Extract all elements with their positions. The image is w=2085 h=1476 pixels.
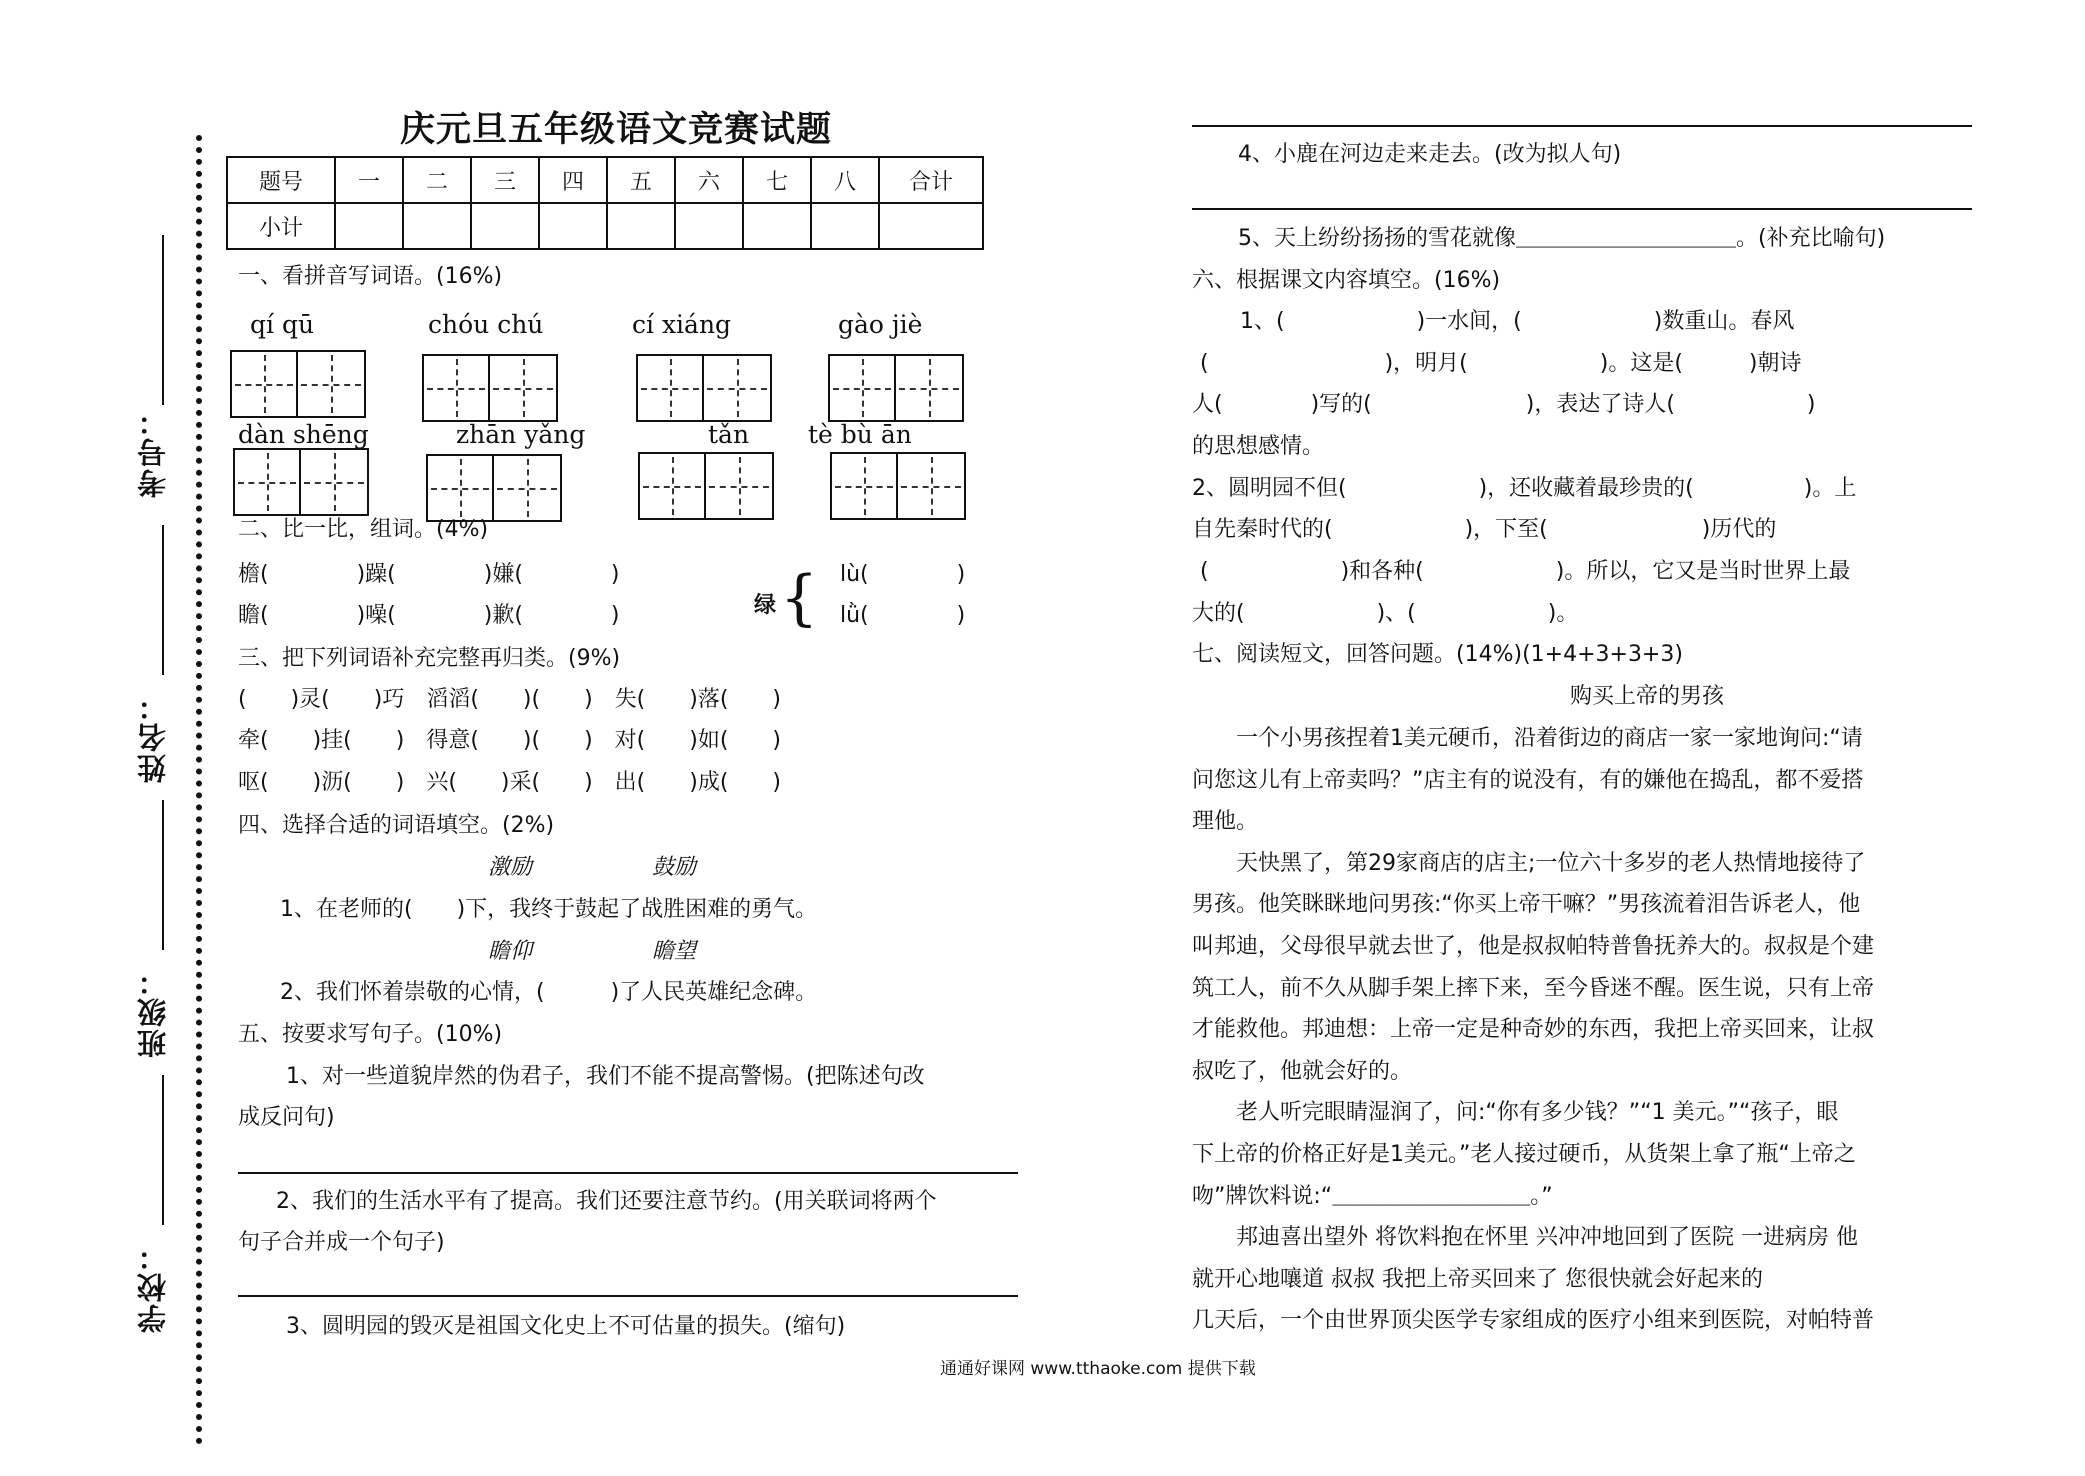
- brace-glyph: {: [780, 563, 819, 633]
- header-cell: 八: [811, 157, 879, 203]
- story-line: 吻”牌饮料说:“＿＿＿＿＿＿＿＿＿。”: [1192, 1184, 1553, 1209]
- fill-sentence: 2、我们怀着崇敬的心情，( )了人民英雄纪念碑。: [280, 980, 818, 1005]
- score-cell[interactable]: [743, 203, 811, 249]
- header-cell: 五: [607, 157, 675, 203]
- lv-row: lù( ): [840, 562, 966, 587]
- header-cell: 七: [743, 157, 811, 203]
- fill-line: 大的( )、( )。: [1192, 601, 1579, 626]
- rewrite-instruction: 句子合并成一个句子): [238, 1230, 445, 1255]
- pinyin-label: zhān yǎng: [456, 420, 586, 449]
- word-option: 鼓励: [652, 855, 697, 880]
- word-option: 瞻望: [652, 939, 697, 964]
- score-table: [226, 156, 984, 250]
- section1-heading: 一、看拼音写词语。(16%): [238, 264, 503, 289]
- name-label: 姓名：: [136, 690, 170, 783]
- writing-grid[interactable]: [233, 448, 369, 516]
- header-cell: 六: [675, 157, 743, 203]
- idiom-row: 呕( )沥( ) 兴( )采( ) 出( )成( ): [238, 770, 781, 795]
- score-cell[interactable]: [403, 203, 471, 249]
- header-cell: 一: [335, 157, 403, 203]
- rewrite-instruction: 4、小鹿在河边走来走去。(改为拟人句): [1238, 142, 1622, 167]
- school-label: 学校：: [136, 1240, 170, 1333]
- score-table-subtotal-row: [227, 203, 983, 249]
- story-line: 筑工人，前不久从脚手架上摔下来，至今昏迷不醒。医生说，只有上帝: [1192, 976, 1875, 1001]
- pinyin-label: dàn shēng: [238, 420, 369, 449]
- header-cell: 二: [403, 157, 471, 203]
- fill-line: ( )和各种( )。所以，它又是当时世界上最: [1200, 559, 1851, 584]
- fill-line: 的思想感情。: [1192, 434, 1325, 459]
- exam-no-label: 考号：: [136, 405, 170, 498]
- answer-line[interactable]: [238, 1172, 1018, 1174]
- story-line: 邦迪喜出望外 将饮料抱在怀里 兴冲冲地回到了医院 一进病房 他: [1192, 1225, 1858, 1250]
- section4-heading: 四、选择合适的词语填空。(2%): [238, 813, 555, 838]
- story-line: 男孩。他笑眯眯地问男孩:“你买上帝干嘛？”男孩流着泪告诉老人，他: [1192, 892, 1861, 917]
- writing-grid[interactable]: [636, 354, 772, 422]
- fill-line: 人( )写的( )，表达了诗人( ): [1192, 392, 1816, 417]
- story-line: 才能救他。邦迪想：上帝一定是种奇妙的东西，我把上帝买回来，让叔: [1192, 1017, 1875, 1042]
- section7-heading: 七、阅读短文，回答问题。(14%)(1+4+3+3+3): [1192, 642, 1683, 667]
- section6-heading: 六、根据课文内容填空。(16%): [1192, 268, 1501, 293]
- fill-line: ( )，明月( )。这是( )朝诗: [1200, 351, 1802, 376]
- word-option: 激励: [488, 855, 533, 880]
- story-line: 几天后，一个由世界顶尖医学专家组成的医疗小组来到医院，对帕特普: [1192, 1308, 1875, 1333]
- story-line: 问您这儿有上帝卖吗？”店主有的说没有，有的嫌他在捣乱，都不爱搭: [1192, 768, 1864, 793]
- exam-title: 庆元旦五年级语文竞赛试题: [400, 110, 833, 150]
- row-label-cell: 小计: [227, 203, 335, 249]
- compare-row: 檐( )躁( )嫌( ): [238, 562, 620, 587]
- lv-char: 绿: [754, 593, 777, 618]
- writing-grid[interactable]: [828, 354, 964, 422]
- header-cell: 三: [471, 157, 539, 203]
- word-option: 瞻仰: [488, 939, 533, 964]
- class-line: [162, 800, 164, 950]
- pinyin-label: tǎn: [708, 420, 750, 449]
- answer-line[interactable]: [238, 1295, 1018, 1297]
- idiom-row: ( )灵( )巧 滔滔( )( ) 失( )落( ): [238, 687, 781, 712]
- fill-sentence: 1、在老师的( )下，我终于鼓起了战胜困难的勇气。: [280, 897, 818, 922]
- rewrite-instruction: 1、对一些道貌岸然的伪君子，我们不能不提高警惕。(把陈述句改: [286, 1064, 925, 1089]
- header-cell: 合计: [879, 157, 983, 203]
- exam-no-line: [162, 235, 164, 405]
- rewrite-instruction: 3、圆明园的毁灭是祖国文化史上不可估量的损失。(缩句): [286, 1314, 846, 1339]
- rewrite-instruction: 5、天上纷纷扬扬的雪花就像＿＿＿＿＿＿＿＿＿＿。(补充比喻句): [1238, 226, 1886, 251]
- fill-line: 1、( )一水间，( )数重山。春风: [1240, 309, 1795, 334]
- score-cell[interactable]: [607, 203, 675, 249]
- story-line: 老人听完眼睛湿润了，问:“你有多少钱？”“1 美元。”“孩子，眼: [1192, 1100, 1839, 1125]
- rewrite-instruction: 成反问句): [238, 1105, 335, 1130]
- binding-strip: [0, 0, 220, 1476]
- pinyin-label: chóu chú: [428, 310, 544, 339]
- header-cell: 题号: [227, 157, 335, 203]
- score-cell[interactable]: [471, 203, 539, 249]
- writing-grid[interactable]: [638, 452, 774, 520]
- answer-line[interactable]: [1192, 125, 1972, 127]
- school-line: [162, 1075, 164, 1225]
- score-cell[interactable]: [879, 203, 983, 249]
- story-line: 叔吃了，他就会好的。: [1192, 1059, 1413, 1084]
- story-line: 天快黑了，第29家商店的店主;一位六十多岁的老人热情地接待了: [1192, 851, 1866, 876]
- fill-line: 2、圆明园不但( )，还收藏着最珍贵的( )。上: [1192, 476, 1857, 501]
- story-line: 下上帝的价格正好是1美元。”老人接过硬币，从货架上拿了瓶“上帝之: [1192, 1142, 1856, 1167]
- writing-grid[interactable]: [230, 350, 366, 418]
- pinyin-label: cí xiáng: [632, 310, 732, 339]
- pinyin-label: qí qū: [250, 310, 315, 339]
- fill-line: 自先秦时代的( )，下至( )历代的: [1192, 517, 1777, 542]
- class-label: 班级：: [136, 965, 170, 1058]
- writing-grid[interactable]: [422, 354, 558, 422]
- rewrite-instruction: 2、我们的生活水平有了提高。我们还要注意节约。(用关联词将两个: [276, 1189, 937, 1214]
- pinyin-label: gào jiè: [838, 310, 923, 339]
- score-cell[interactable]: [675, 203, 743, 249]
- section5-heading: 五、按要求写句子。(10%): [238, 1022, 503, 1047]
- story-line: 一个小男孩捏着1美元硬币，沿着街边的商店一家一家地询问:“请: [1192, 726, 1863, 751]
- story-title: 购买上帝的男孩: [1570, 684, 1725, 709]
- score-cell[interactable]: [811, 203, 879, 249]
- pinyin-label: tè bù ān: [808, 420, 912, 449]
- writing-grid[interactable]: [830, 452, 966, 520]
- idiom-row: 牵( )挂( ) 得意( )( ) 对( )如( ): [238, 728, 781, 753]
- story-line: 理他。: [1192, 809, 1259, 834]
- header-cell: 四: [539, 157, 607, 203]
- score-table-header-row: [227, 157, 983, 203]
- name-line: [162, 525, 164, 675]
- writing-grid[interactable]: [426, 454, 562, 522]
- footer-credit: 通通好课网 www.tthaoke.com 提供下载: [940, 1359, 1256, 1379]
- section2-heading: 二、比一比，组词。(4%): [238, 517, 489, 542]
- answer-line[interactable]: [1192, 208, 1972, 210]
- score-cell[interactable]: [335, 203, 403, 249]
- compare-row: 瞻( )噪( )歉( ): [238, 603, 620, 628]
- fold-dotted-line: [196, 135, 202, 1445]
- section3-heading: 三、把下列词语补充完整再归类。(9%): [238, 646, 621, 671]
- story-line: 就开心地嚷道 叔叔 我把上帝买回来了 您很快就会好起来的: [1192, 1267, 1763, 1292]
- story-line: 叫邦迪，父母很早就去世了，他是叔叔帕特普鲁抚养大的。叔叔是个建: [1192, 934, 1875, 959]
- lv-row: lǜ( ): [840, 603, 966, 628]
- score-cell[interactable]: [539, 203, 607, 249]
